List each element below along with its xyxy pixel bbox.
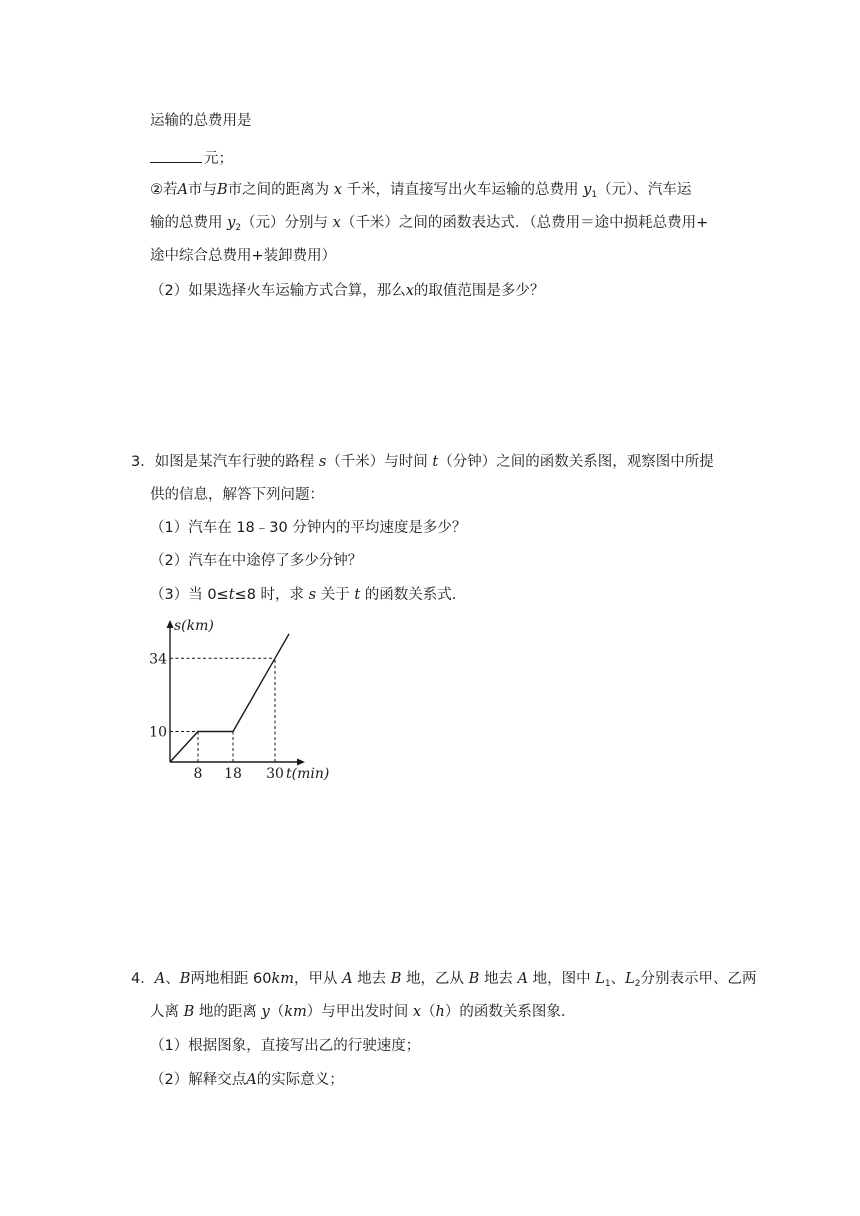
y-axis-label: s(km) bbox=[174, 618, 214, 634]
graph-labels bbox=[149, 618, 329, 782]
q3-part-2: （2）汽车在中途停了多少分钟？ bbox=[150, 553, 363, 569]
q3-part-1: （1）汽车在 18﹣30 分钟内的平均速度是多少？ bbox=[150, 520, 467, 536]
graph-guides bbox=[170, 658, 275, 762]
q4-part-2: （2）解释交点A的实际意义； bbox=[150, 1072, 344, 1088]
distance-time-graph bbox=[149, 614, 345, 786]
graph-series bbox=[170, 634, 289, 762]
q2-line-2: 元； bbox=[150, 147, 233, 169]
y-tick-label-34: 34 bbox=[149, 651, 167, 668]
q2-line-6: （2）如果选择火车运输方式合算，那么x的取值范围是多少？ bbox=[150, 283, 545, 299]
answer-blank[interactable] bbox=[150, 147, 202, 163]
q4-part-1: （1）根据图象，直接写出乙的行驶速度； bbox=[150, 1038, 421, 1054]
q4-line-2: 人离 B 地的距离 y（km）与甲出发时间 x（h）的函数关系图象． bbox=[150, 1004, 576, 1020]
x-axis-arrow bbox=[297, 759, 305, 766]
q2-line-5: 途中综合总费用+装卸费用） bbox=[150, 248, 337, 264]
q4-line-1: 4．A、B两地相距 60km，甲从 A 地去 B 地，乙从 B 地去 A 地，图中 $L_1$、$L_2$分别表示甲、乙两 bbox=[131, 971, 757, 989]
series-line bbox=[170, 634, 289, 762]
y-tick-label-10: 10 bbox=[149, 724, 167, 741]
x-axis-label: t(min) bbox=[286, 766, 330, 782]
q3-line-1: 3．如图是某汽车行驶的路程 s（千米）与时间 t（分钟）之间的函数关系图，观察图中所提 bbox=[131, 454, 714, 470]
q2-line-1: 运输的总费用是 bbox=[150, 113, 252, 129]
q3-line-2: 供的信息，解答下列问题： bbox=[150, 487, 324, 503]
x-tick-label-8: 8 bbox=[193, 766, 203, 782]
q2-line-4: 输的总费用 $y_2$（元）分别与 x（千米）之间的函数表达式．（总费用＝途中损耗总费用+ bbox=[150, 215, 709, 233]
x-tick-label-30: 30 bbox=[266, 766, 284, 782]
q3-part-3: （3）当 0≤t≤8 时，求 s 关于 t 的函数关系式． bbox=[150, 587, 467, 603]
q2-line-3: ②若A市与B市之间的距离为 x 千米，请直接写出火车运输的总费用 $y_1$（元）、汽车运 bbox=[150, 182, 692, 200]
x-tick-label-18: 18 bbox=[224, 766, 242, 782]
y-axis-arrow bbox=[167, 620, 174, 628]
